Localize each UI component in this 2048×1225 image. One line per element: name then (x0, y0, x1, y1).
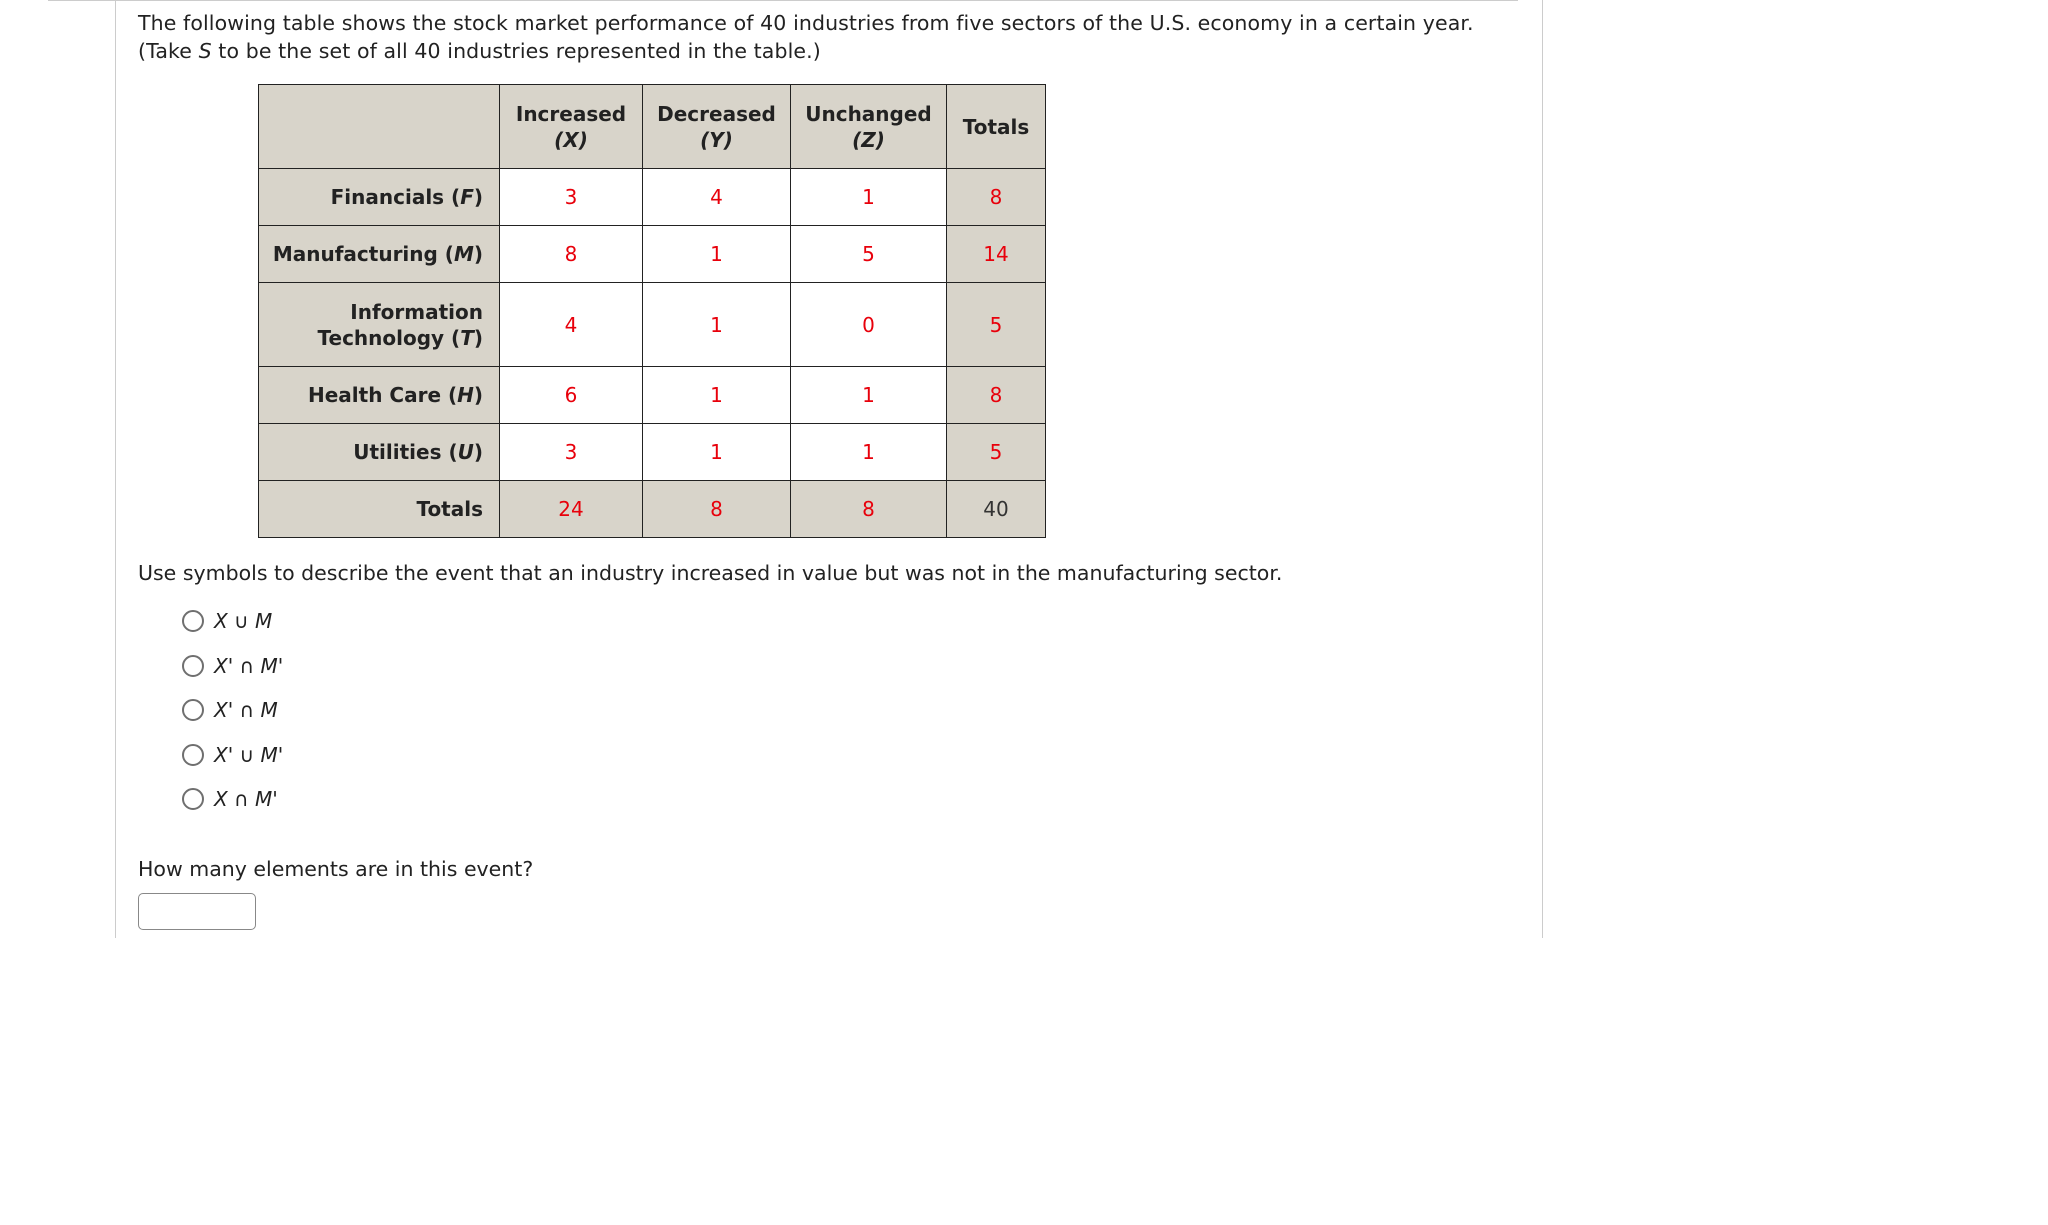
col-header-totals: Totals (947, 85, 1046, 169)
table-cell: 4 (500, 283, 643, 367)
table-cell: 8 (500, 226, 643, 283)
option-x-intersect-mc[interactable] (182, 784, 283, 814)
option-label: X ∪ M (214, 609, 273, 633)
radio-button[interactable] (182, 788, 204, 810)
column-total: 8 (791, 481, 947, 538)
column-total: 24 (500, 481, 643, 538)
table-cell: 5 (791, 226, 947, 283)
option-xc-union-mc[interactable] (182, 740, 283, 770)
table-cell: 3 (500, 424, 643, 481)
column-total: 8 (643, 481, 791, 538)
option-label: X' ∩ M' (214, 653, 284, 678)
table-cell: 4 (643, 169, 791, 226)
row-header-financials: Financials (F) (259, 169, 500, 226)
table-cell: 1 (791, 367, 947, 424)
radio-button[interactable] (182, 655, 204, 677)
answer-options (182, 606, 283, 829)
col-header-unchanged: Unchanged (Z) (791, 85, 947, 169)
table-cell: 3 (500, 169, 643, 226)
option-label: X ∩ M' (214, 787, 278, 811)
set-symbol: S (198, 39, 212, 63)
question-prompt: Use symbols to describe the event that an industry increased in value but was not in the manufacturing sector. (138, 561, 1283, 585)
col-header-increased: Increased (X) (500, 85, 643, 169)
table-cell: 1 (791, 424, 947, 481)
intro-text: The following table shows the stock market performance of 40 industries from five sectors of the U.S. economy in a certain year. (Take S to be the set of all 40 industries represented in the table.) (138, 11, 1474, 63)
right-divider (1542, 0, 1543, 938)
row-total: 5 (947, 283, 1046, 367)
count-question-prompt: How many elements are in this event? (138, 857, 534, 881)
row-header-information-technology: Information Technology (T) (259, 283, 500, 367)
col-header-decreased: Decreased (Y) (643, 85, 791, 169)
row-header-utilities: Utilities (U) (259, 424, 500, 481)
row-header-totals: Totals (259, 481, 500, 538)
table-cell: 6 (500, 367, 643, 424)
corner-cell (259, 85, 500, 169)
row-total: 8 (947, 367, 1046, 424)
option-xc-intersect-mc[interactable] (182, 651, 283, 681)
radio-button[interactable] (182, 610, 204, 632)
row-total: 14 (947, 226, 1046, 283)
row-total: 5 (947, 424, 1046, 481)
option-label: X' ∪ M' (214, 742, 284, 767)
option-label: X' ∩ M (214, 698, 278, 722)
option-xc-intersect-m[interactable] (182, 695, 283, 725)
answer-input[interactable] (138, 893, 256, 930)
left-divider (115, 0, 116, 938)
table-cell: 1 (791, 169, 947, 226)
table-cell: 1 (643, 424, 791, 481)
row-total: 8 (947, 169, 1046, 226)
option-x-union-m[interactable] (182, 606, 283, 636)
table-cell: 1 (643, 226, 791, 283)
radio-button[interactable] (182, 744, 204, 766)
row-header-manufacturing: Manufacturing (M) (259, 226, 500, 283)
performance-table (258, 84, 1046, 538)
table-cell: 1 (643, 283, 791, 367)
table-cell: 1 (643, 367, 791, 424)
grand-total: 40 (947, 481, 1046, 538)
top-divider (48, 0, 1518, 1)
table-cell: 0 (791, 283, 947, 367)
radio-button[interactable] (182, 699, 204, 721)
row-header-health-care: Health Care (H) (259, 367, 500, 424)
